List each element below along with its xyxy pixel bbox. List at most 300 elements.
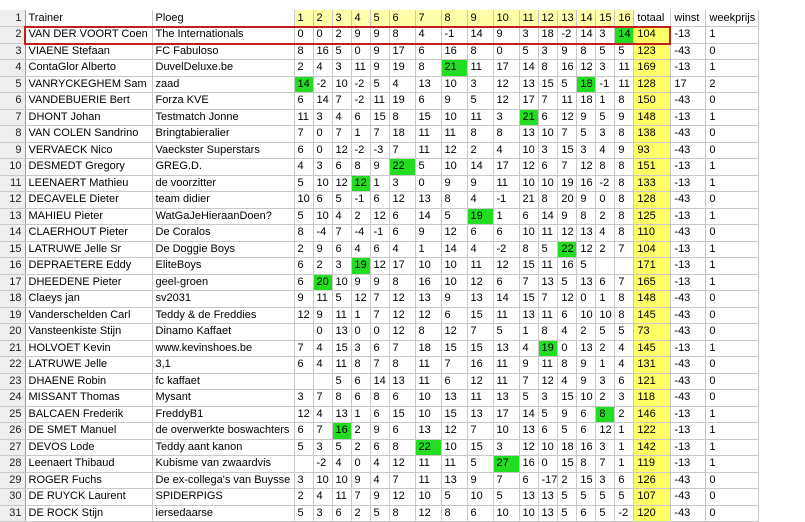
score-cell[interactable]: 2: [351, 505, 370, 522]
weekprijs-cell[interactable]: 0: [706, 291, 759, 308]
score-cell[interactable]: 13: [493, 340, 519, 357]
score-cell[interactable]: 19: [389, 60, 415, 77]
total-cell[interactable]: 122: [634, 423, 671, 440]
score-cell[interactable]: 10: [519, 505, 538, 522]
score-cell[interactable]: 8: [389, 109, 415, 126]
score-cell[interactable]: 5: [294, 175, 313, 192]
score-cell[interactable]: 12: [493, 76, 519, 93]
total-cell[interactable]: 123: [634, 43, 671, 60]
score-cell[interactable]: 11: [493, 175, 519, 192]
score-cell[interactable]: 3: [313, 159, 332, 176]
score-cell[interactable]: 3: [313, 505, 332, 522]
score-cell[interactable]: 14: [577, 27, 596, 44]
winst-cell[interactable]: -43: [671, 489, 706, 506]
score-cell[interactable]: [615, 258, 634, 275]
score-cell[interactable]: 13: [519, 423, 538, 440]
score-cell[interactable]: 10: [493, 505, 519, 522]
score-cell[interactable]: 2: [615, 406, 634, 423]
score-cell[interactable]: 6: [538, 159, 558, 176]
score-cell[interactable]: 5: [596, 43, 615, 60]
score-cell[interactable]: 8: [558, 357, 577, 374]
score-cell[interactable]: 14: [538, 208, 558, 225]
weekprijs-cell[interactable]: 1: [706, 258, 759, 275]
score-cell[interactable]: 9: [441, 291, 467, 308]
score-cell[interactable]: 0: [351, 324, 370, 341]
column-header-8[interactable]: 7: [415, 10, 441, 27]
score-cell[interactable]: 4: [389, 76, 415, 93]
team-cell[interactable]: Vaeckster Superstars: [152, 142, 294, 159]
score-cell[interactable]: 6: [389, 423, 415, 440]
score-cell[interactable]: 13: [519, 126, 538, 143]
winst-cell[interactable]: -43: [671, 324, 706, 341]
team-cell[interactable]: team didier: [152, 192, 294, 209]
score-cell[interactable]: 6: [415, 93, 441, 110]
score-cell[interactable]: 11: [467, 258, 493, 275]
score-cell[interactable]: -1: [596, 76, 615, 93]
score-cell[interactable]: 10: [441, 76, 467, 93]
team-cell[interactable]: Teddy & de Freddies: [152, 307, 294, 324]
winst-cell[interactable]: -13: [671, 423, 706, 440]
score-cell[interactable]: 14: [294, 76, 313, 93]
score-cell[interactable]: 8: [596, 406, 615, 423]
score-cell[interactable]: 13: [415, 423, 441, 440]
score-cell[interactable]: 10: [493, 423, 519, 440]
score-cell[interactable]: 6: [493, 274, 519, 291]
score-cell[interactable]: [294, 324, 313, 341]
winst-cell[interactable]: -43: [671, 43, 706, 60]
score-cell[interactable]: 2: [596, 208, 615, 225]
score-cell[interactable]: 10: [415, 258, 441, 275]
score-cell[interactable]: 15: [441, 340, 467, 357]
score-cell[interactable]: 10: [415, 406, 441, 423]
score-cell[interactable]: 5: [415, 159, 441, 176]
score-cell[interactable]: 6: [538, 109, 558, 126]
winst-cell[interactable]: -43: [671, 126, 706, 143]
score-cell[interactable]: 8: [467, 43, 493, 60]
weekprijs-cell[interactable]: 1: [706, 241, 759, 258]
score-cell[interactable]: 8: [351, 357, 370, 374]
trainer-cell[interactable]: CLAERHOUT Pieter: [25, 225, 152, 242]
score-cell[interactable]: 8: [389, 439, 415, 456]
score-cell[interactable]: 12: [332, 142, 351, 159]
score-cell[interactable]: 14: [467, 159, 493, 176]
score-cell[interactable]: 8: [415, 60, 441, 77]
winst-cell[interactable]: -43: [671, 142, 706, 159]
score-cell[interactable]: 19: [351, 258, 370, 275]
score-cell[interactable]: 12: [577, 60, 596, 77]
trainer-cell[interactable]: DEVOS Lode: [25, 439, 152, 456]
score-cell[interactable]: 18: [389, 126, 415, 143]
score-cell[interactable]: 13: [389, 373, 415, 390]
score-cell[interactable]: 7: [389, 472, 415, 489]
score-cell[interactable]: 6: [389, 390, 415, 407]
score-cell[interactable]: 9: [370, 274, 389, 291]
score-cell[interactable]: 8: [615, 126, 634, 143]
score-cell[interactable]: 9: [351, 274, 370, 291]
score-cell[interactable]: 15: [538, 76, 558, 93]
score-cell[interactable]: 0: [493, 43, 519, 60]
team-cell[interactable]: zaad: [152, 76, 294, 93]
team-cell[interactable]: iersedaarse: [152, 505, 294, 522]
score-cell[interactable]: 7: [313, 423, 332, 440]
score-cell[interactable]: 12: [558, 291, 577, 308]
total-cell[interactable]: 125: [634, 208, 671, 225]
score-cell[interactable]: 4: [493, 142, 519, 159]
score-cell[interactable]: 7: [332, 126, 351, 143]
score-cell[interactable]: [596, 258, 615, 275]
score-cell[interactable]: 9: [577, 192, 596, 209]
team-cell[interactable]: SPIDERPIGS: [152, 489, 294, 506]
score-cell[interactable]: 9: [370, 60, 389, 77]
score-cell[interactable]: 10: [441, 439, 467, 456]
score-cell[interactable]: 8: [389, 505, 415, 522]
score-cell[interactable]: 9: [370, 423, 389, 440]
score-cell[interactable]: -1: [493, 192, 519, 209]
score-cell[interactable]: 3: [538, 43, 558, 60]
team-cell[interactable]: De Doggie Boys: [152, 241, 294, 258]
score-cell[interactable]: 4: [313, 406, 332, 423]
score-cell[interactable]: 10: [519, 225, 538, 242]
score-cell[interactable]: 12: [370, 258, 389, 275]
score-cell[interactable]: 4: [313, 60, 332, 77]
winst-cell[interactable]: -13: [671, 159, 706, 176]
score-cell[interactable]: 5: [596, 324, 615, 341]
score-cell[interactable]: 12: [332, 175, 351, 192]
score-cell[interactable]: 5: [441, 208, 467, 225]
score-cell[interactable]: 7: [370, 307, 389, 324]
team-cell[interactable]: FC Fabuloso: [152, 43, 294, 60]
column-header-2[interactable]: 1: [294, 10, 313, 27]
weekprijs-cell[interactable]: 0: [706, 472, 759, 489]
column-header-0[interactable]: Trainer: [25, 10, 152, 27]
column-header-14[interactable]: 13: [558, 10, 577, 27]
score-cell[interactable]: 8: [389, 357, 415, 374]
score-cell[interactable]: 1: [596, 93, 615, 110]
score-cell[interactable]: 6: [294, 274, 313, 291]
team-cell[interactable]: fc kaffaet: [152, 373, 294, 390]
score-cell[interactable]: 11: [370, 93, 389, 110]
score-cell[interactable]: 10: [332, 274, 351, 291]
team-cell[interactable]: www.kevinshoes.be: [152, 340, 294, 357]
column-header-3[interactable]: 2: [313, 10, 332, 27]
column-header-12[interactable]: 11: [519, 10, 538, 27]
score-cell[interactable]: 2: [577, 324, 596, 341]
team-cell[interactable]: Teddy aant kanon: [152, 439, 294, 456]
trainer-cell[interactable]: VAN DER VOORT Coen: [25, 27, 152, 44]
score-cell[interactable]: 12: [389, 324, 415, 341]
winst-cell[interactable]: -13: [671, 340, 706, 357]
score-cell[interactable]: -3: [370, 142, 389, 159]
score-cell[interactable]: 6: [441, 307, 467, 324]
score-cell[interactable]: 18: [538, 27, 558, 44]
score-cell[interactable]: 3: [596, 126, 615, 143]
weekprijs-cell[interactable]: 0: [706, 373, 759, 390]
score-cell[interactable]: 8: [615, 175, 634, 192]
score-cell[interactable]: 8: [370, 390, 389, 407]
score-cell[interactable]: 16: [577, 439, 596, 456]
score-cell[interactable]: 9: [370, 27, 389, 44]
score-cell[interactable]: 10: [519, 142, 538, 159]
score-cell[interactable]: 7: [351, 489, 370, 506]
score-cell[interactable]: 11: [615, 60, 634, 77]
team-cell[interactable]: Bringtabieralier: [152, 126, 294, 143]
trainer-cell[interactable]: Claeys jan: [25, 291, 152, 308]
score-cell[interactable]: 4: [332, 208, 351, 225]
score-cell[interactable]: 12: [441, 225, 467, 242]
total-cell[interactable]: 126: [634, 472, 671, 489]
score-cell[interactable]: 6: [577, 423, 596, 440]
score-cell[interactable]: 10: [441, 159, 467, 176]
score-cell[interactable]: 7: [332, 225, 351, 242]
score-cell[interactable]: 11: [415, 142, 441, 159]
trainer-cell[interactable]: VAN COLEN Sandrino: [25, 126, 152, 143]
score-cell[interactable]: 5: [577, 489, 596, 506]
score-cell[interactable]: 7: [538, 93, 558, 110]
score-cell[interactable]: 19: [558, 175, 577, 192]
score-cell[interactable]: 7: [294, 340, 313, 357]
score-cell[interactable]: 17: [519, 93, 538, 110]
score-cell[interactable]: 4: [615, 340, 634, 357]
total-cell[interactable]: 118: [634, 390, 671, 407]
score-cell[interactable]: 9: [467, 175, 493, 192]
score-cell[interactable]: 12: [493, 258, 519, 275]
score-cell[interactable]: 5: [332, 43, 351, 60]
team-cell[interactable]: FreddyB1: [152, 406, 294, 423]
score-cell[interactable]: 8: [615, 307, 634, 324]
score-cell[interactable]: 11: [615, 76, 634, 93]
score-cell[interactable]: 11: [538, 258, 558, 275]
score-cell[interactable]: 16: [558, 258, 577, 275]
score-cell[interactable]: 8: [596, 159, 615, 176]
score-cell[interactable]: 12: [389, 192, 415, 209]
score-cell[interactable]: 6: [615, 472, 634, 489]
score-cell[interactable]: 5: [615, 43, 634, 60]
total-cell[interactable]: 142: [634, 439, 671, 456]
score-cell[interactable]: -2: [351, 142, 370, 159]
score-cell[interactable]: 8: [441, 505, 467, 522]
winst-cell[interactable]: -13: [671, 456, 706, 473]
score-cell[interactable]: 12: [294, 307, 313, 324]
score-cell[interactable]: 16: [332, 423, 351, 440]
score-cell[interactable]: 16: [467, 357, 493, 374]
score-cell[interactable]: 19: [467, 208, 493, 225]
winst-cell[interactable]: -13: [671, 109, 706, 126]
weekprijs-cell[interactable]: 0: [706, 357, 759, 374]
score-cell[interactable]: 4: [467, 241, 493, 258]
score-cell[interactable]: 1: [493, 208, 519, 225]
total-cell[interactable]: 138: [634, 126, 671, 143]
score-cell[interactable]: 9: [294, 291, 313, 308]
score-cell[interactable]: 19: [538, 340, 558, 357]
score-cell[interactable]: 5: [294, 505, 313, 522]
score-cell[interactable]: 13: [577, 225, 596, 242]
total-cell[interactable]: 145: [634, 307, 671, 324]
score-cell[interactable]: 5: [519, 43, 538, 60]
score-cell[interactable]: 8: [294, 43, 313, 60]
score-cell[interactable]: 14: [615, 27, 634, 44]
team-cell[interactable]: 3,1: [152, 357, 294, 374]
total-cell[interactable]: 148: [634, 109, 671, 126]
total-cell[interactable]: 128: [634, 76, 671, 93]
score-cell[interactable]: 16: [558, 60, 577, 77]
score-cell[interactable]: 4: [519, 340, 538, 357]
total-cell[interactable]: 104: [634, 241, 671, 258]
score-cell[interactable]: 3: [467, 76, 493, 93]
trainer-cell[interactable]: DE SMET Manuel: [25, 423, 152, 440]
score-cell[interactable]: 6: [294, 423, 313, 440]
score-cell[interactable]: 2: [596, 340, 615, 357]
score-cell[interactable]: 20: [313, 274, 332, 291]
score-cell[interactable]: 7: [615, 241, 634, 258]
score-cell[interactable]: 6: [294, 93, 313, 110]
trainer-cell[interactable]: LEENAERT Mathieu: [25, 175, 152, 192]
score-cell[interactable]: 10: [441, 258, 467, 275]
team-cell[interactable]: The Internationals: [152, 27, 294, 44]
score-cell[interactable]: 7: [441, 357, 467, 374]
total-cell[interactable]: 121: [634, 373, 671, 390]
score-cell[interactable]: 8: [389, 274, 415, 291]
score-cell[interactable]: 11: [332, 307, 351, 324]
score-cell[interactable]: 6: [467, 225, 493, 242]
score-cell[interactable]: 2: [351, 439, 370, 456]
weekprijs-cell[interactable]: 0: [706, 93, 759, 110]
score-cell[interactable]: 6: [351, 373, 370, 390]
score-cell[interactable]: 2: [294, 60, 313, 77]
total-cell[interactable]: 171: [634, 258, 671, 275]
score-cell[interactable]: 5: [538, 241, 558, 258]
score-cell[interactable]: 17: [389, 258, 415, 275]
score-cell[interactable]: 13: [519, 76, 538, 93]
weekprijs-cell[interactable]: 1: [706, 340, 759, 357]
trainer-cell[interactable]: MAHIEU Pieter: [25, 208, 152, 225]
score-cell[interactable]: 13: [538, 505, 558, 522]
score-cell[interactable]: 14: [467, 27, 493, 44]
score-cell[interactable]: 8: [577, 208, 596, 225]
score-cell[interactable]: 9: [577, 373, 596, 390]
score-cell[interactable]: [313, 373, 332, 390]
weekprijs-cell[interactable]: 0: [706, 489, 759, 506]
score-cell[interactable]: 12: [467, 373, 493, 390]
score-cell[interactable]: 9: [351, 27, 370, 44]
score-cell[interactable]: 15: [519, 258, 538, 275]
weekprijs-cell[interactable]: 0: [706, 505, 759, 522]
score-cell[interactable]: 18: [577, 93, 596, 110]
score-cell[interactable]: 12: [415, 505, 441, 522]
score-cell[interactable]: 5: [332, 373, 351, 390]
score-cell[interactable]: 3: [596, 439, 615, 456]
winst-cell[interactable]: -43: [671, 307, 706, 324]
score-cell[interactable]: 6: [493, 225, 519, 242]
total-cell[interactable]: 93: [634, 142, 671, 159]
score-cell[interactable]: 2: [294, 241, 313, 258]
score-cell[interactable]: 11: [351, 60, 370, 77]
score-cell[interactable]: 6: [467, 505, 493, 522]
total-cell[interactable]: 119: [634, 456, 671, 473]
score-cell[interactable]: 11: [467, 109, 493, 126]
score-cell[interactable]: 4: [332, 109, 351, 126]
score-cell[interactable]: 12: [389, 489, 415, 506]
total-cell[interactable]: 120: [634, 505, 671, 522]
score-cell[interactable]: 13: [415, 291, 441, 308]
team-cell[interactable]: Testmatch Jonne: [152, 109, 294, 126]
team-cell[interactable]: De ex-collega's van Buysse: [152, 472, 294, 489]
score-cell[interactable]: 17: [493, 60, 519, 77]
weekprijs-cell[interactable]: 0: [706, 43, 759, 60]
winst-cell[interactable]: -13: [671, 241, 706, 258]
trainer-cell[interactable]: VIAENE Stefaan: [25, 43, 152, 60]
score-cell[interactable]: -4: [351, 225, 370, 242]
trainer-cell[interactable]: BALCAEN Frederik: [25, 406, 152, 423]
score-cell[interactable]: 12: [441, 324, 467, 341]
winst-cell[interactable]: -13: [671, 208, 706, 225]
score-cell[interactable]: 8: [577, 43, 596, 60]
score-cell[interactable]: 13: [577, 274, 596, 291]
score-cell[interactable]: 15: [558, 456, 577, 473]
score-cell[interactable]: 3: [538, 142, 558, 159]
weekprijs-cell[interactable]: 1: [706, 456, 759, 473]
score-cell[interactable]: 11: [415, 126, 441, 143]
score-cell[interactable]: 3: [313, 109, 332, 126]
column-header-5[interactable]: 4: [351, 10, 370, 27]
score-cell[interactable]: 19: [389, 93, 415, 110]
score-cell[interactable]: 7: [558, 159, 577, 176]
winst-cell[interactable]: -13: [671, 439, 706, 456]
score-cell[interactable]: 1: [415, 241, 441, 258]
score-cell[interactable]: 9: [415, 225, 441, 242]
score-cell[interactable]: 6: [313, 192, 332, 209]
score-cell[interactable]: 4: [596, 142, 615, 159]
score-cell[interactable]: 0: [294, 27, 313, 44]
score-cell[interactable]: 10: [577, 307, 596, 324]
score-cell[interactable]: 5: [615, 489, 634, 506]
score-cell[interactable]: 8: [577, 456, 596, 473]
score-cell[interactable]: 5: [558, 505, 577, 522]
score-cell[interactable]: 4: [467, 192, 493, 209]
score-cell[interactable]: 12: [441, 142, 467, 159]
score-cell[interactable]: 13: [519, 489, 538, 506]
score-cell[interactable]: 6: [332, 505, 351, 522]
score-cell[interactable]: 3: [519, 27, 538, 44]
total-cell[interactable]: 107: [634, 489, 671, 506]
trainer-cell[interactable]: DHAENE Robin: [25, 373, 152, 390]
score-cell[interactable]: 13: [467, 291, 493, 308]
score-cell[interactable]: 15: [467, 439, 493, 456]
score-cell[interactable]: 9: [615, 142, 634, 159]
score-cell[interactable]: 6: [370, 192, 389, 209]
score-cell[interactable]: 3: [332, 258, 351, 275]
score-cell[interactable]: 7: [370, 291, 389, 308]
score-cell[interactable]: 17: [493, 406, 519, 423]
team-cell[interactable]: sv2031: [152, 291, 294, 308]
weekprijs-cell[interactable]: 0: [706, 192, 759, 209]
score-cell[interactable]: 8: [389, 27, 415, 44]
score-cell[interactable]: 12: [596, 423, 615, 440]
score-cell[interactable]: 3: [294, 390, 313, 407]
score-cell[interactable]: 6: [294, 258, 313, 275]
score-cell[interactable]: 9: [558, 208, 577, 225]
score-cell[interactable]: 0: [415, 175, 441, 192]
score-cell[interactable]: 4: [313, 489, 332, 506]
score-cell[interactable]: 10: [538, 175, 558, 192]
score-cell[interactable]: 3: [538, 390, 558, 407]
score-cell[interactable]: 16: [577, 175, 596, 192]
score-cell[interactable]: 4: [615, 357, 634, 374]
score-cell[interactable]: 1: [370, 175, 389, 192]
score-cell[interactable]: 4: [313, 340, 332, 357]
score-cell[interactable]: 7: [389, 142, 415, 159]
score-cell[interactable]: 10: [313, 472, 332, 489]
trainer-cell[interactable]: HOLVOET Kevin: [25, 340, 152, 357]
